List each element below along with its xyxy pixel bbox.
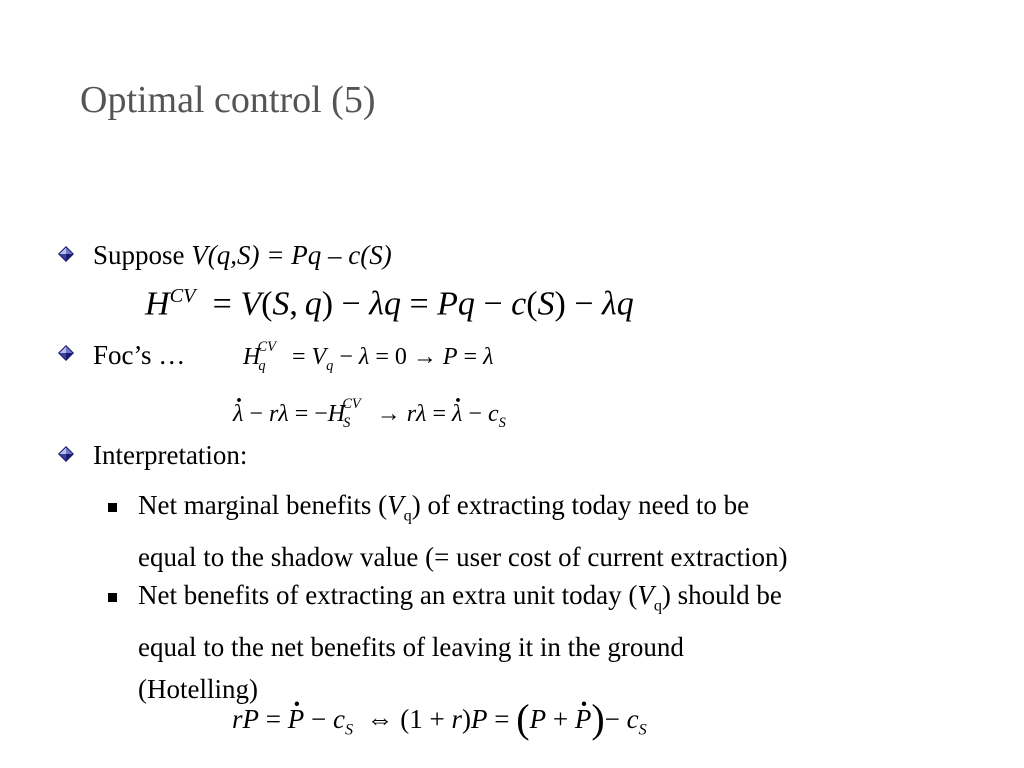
square-bullet-icon [108,593,117,602]
sub-bullet-text: Net marginal benefits ( [138,490,388,520]
bullet-interpretation: Interpretation: [93,440,248,470]
sub-bullet-text: ) of extracting today need to be [411,490,750,520]
square-bullet-icon [108,503,117,512]
bullet-suppose [93,240,392,271]
sub-bullet-text: equal to the shadow value (= user cost of current extraction) [138,542,788,573]
var-subscript: q [403,506,412,525]
sub-bullet-text: equal to the net benefits of leaving it in the ground [138,632,684,663]
var-V: V [387,490,404,520]
var-subscript: q [653,596,662,615]
slide-title: Optimal control (5) [80,79,376,121]
foc-s-equation: λ · − $r\lambda = -H_S^{CV} \to r\lambda = \lambda$ · − $c_S$ [233,400,506,432]
diamond-bullet-icon [58,446,74,462]
sub-bullet-text: ) should be [661,580,782,610]
diamond-bullet-icon [58,345,74,361]
foc-q-equation: $H_q^{CV} = V_q - \lambda = 0 \to P = \lambda$ [243,339,494,374]
bullet-focs: Foc’s … [93,340,186,370]
bullet-label: Suppose [93,240,185,270]
diamond-bullet-icon [58,246,74,262]
var-V: V [637,580,654,610]
sub-bullet-text: (Hotelling) [138,674,258,705]
sub-bullet-text: Net benefits of extracting an extra unit today ( [138,580,638,610]
value-function-formula: V(q,S) = Pq – c(S) [191,240,392,270]
hotelling-equation: rP = P · − $c_S$ ⇔ (1 + r)P = (P + P ·)− $c_S$ [232,695,647,742]
sub-bullet-marginal-benefits [138,484,788,578]
hamiltonian-equation: $H^{CV} = V(S$, q) − λq = Pq − c(S) − λq [145,285,634,323]
sub-bullet-net-benefits [138,574,782,710]
